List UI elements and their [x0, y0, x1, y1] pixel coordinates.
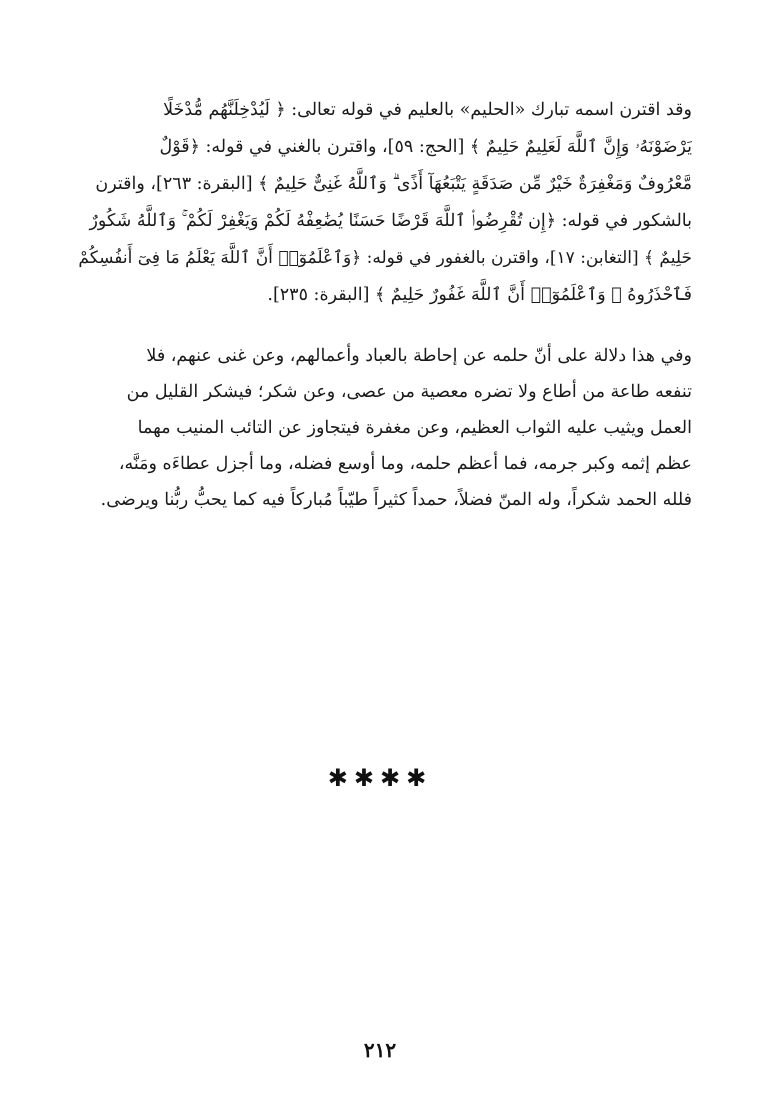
page-number: ٢١٢ — [363, 1038, 397, 1062]
text-line: وفي هذا دلالة على أنّ حلمه عن إحاطة بالعباد وأعمالهم، وعن غنى عنهم، فلا — [146, 346, 692, 366]
text-line: بالشكور في قوله: ﴿إِن تُقْرِضُوا۟ ٱللَّهَ قَرْضًا حَسَنًا يُضَٰعِفْهُ لَكُمْ وَيَغْفِرْ لَكُمْ ۚ وَٱللَّهُ شَكُورٌ — [89, 211, 692, 231]
text-line: العمل ويثيب عليه الثواب العظيم، وعن مغفرة فيتجاوز عن التائب المنيب مهما — [137, 418, 692, 438]
text-line: يَرْضَوْنَهُۥ وَإِنَّ ٱللَّهَ لَعَلِيمٌ حَلِيمٌ ﴾ [الحج: ٥٩]، واقترن بالغني في قوله: ﴿قَوْلٌ — [159, 137, 692, 157]
paragraph-reflection — [70, 338, 692, 518]
text-line: فلله الحمد شكراً، وله المنّ فضلاً، حمداً كثيراً طيّباً مُباركاً فيه كما يحبُّ ربُّنا ويرضى. — [100, 490, 692, 510]
text-line: حَلِيمٌ ﴾ [التغابن: ١٧]، واقترن بالغفور في قوله: ﴿وَٱعْلَمُوٓا۟ أَنَّ ٱللَّهَ يَعْلَمُ مَا فِىٓ أَنفُسِكُمْ — [78, 248, 692, 268]
paragraph-quran-pairings — [70, 92, 692, 314]
section-separator: ✱✱✱✱ — [327, 764, 433, 792]
text-line: فَٱحْذَرُوهُ ۚ وَٱعْلَمُوٓا۟ أَنَّ ٱللَّهَ غَفُورٌ حَلِيمٌ ﴾ [البقرة: ٢٣٥]. — [267, 285, 692, 305]
text-line: مَّعْرُوفٌ وَمَغْفِرَةٌ خَيْرٌ مِّن صَدَقَةٍ يَتْبَعُهَآ أَذًى ۗ وَٱللَّهُ غَنِىٌّ حَلِيمٌ ﴾ [البقرة: ٢٦٣]، واقترن — [95, 174, 692, 194]
text-line: وقد اقترن اسمه تبارك «الحليم» بالعليم في قوله تعالى: ﴿ لَيُدْخِلَنَّهُم مُّدْخَلًا — [163, 100, 692, 120]
text-line: عظم إثمه وكبر جرمه، فما أعظم حلمه، وما أوسع فضله، وما أجزل عطاءَه ومَنَّه، — [118, 454, 692, 474]
text-line: تنفعه طاعة من أطاع ولا تضره معصية من عصى، وعن شكر؛ فيشكر القليل من — [126, 382, 692, 402]
